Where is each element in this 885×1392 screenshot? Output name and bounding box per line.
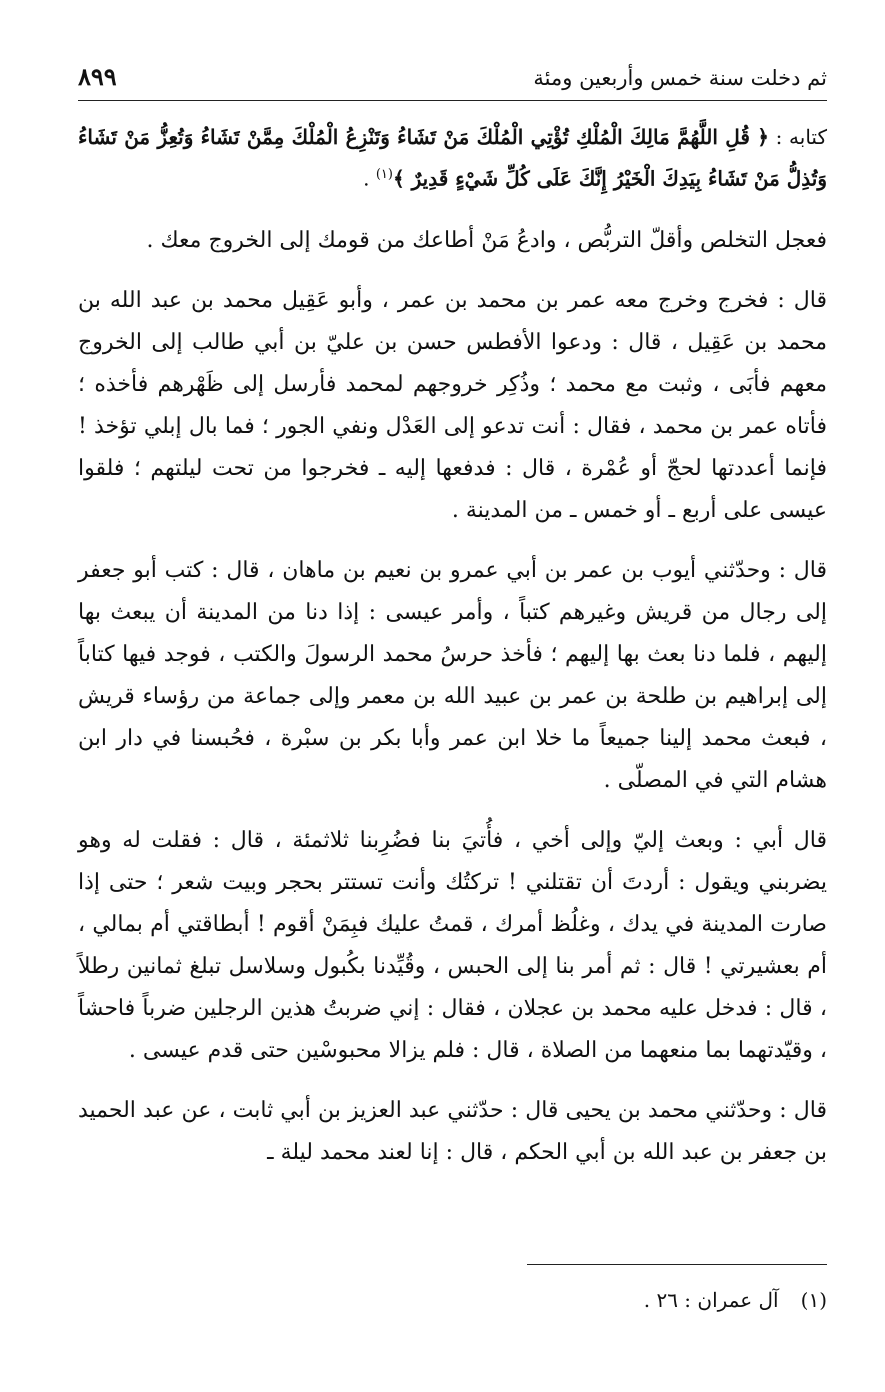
body-paragraph: فعجل التخلص وأقلّ التربُّص ، وادعُ مَنْ أطاعك من قومك إلى الخروج معك . [146,227,827,253]
body-paragraph: قال : وحدّثني محمد بن يحيى قال : حدّثني عبد العزيز بن أبي ثابت ، عن عبد الحميد بن جعفر بن عبد الله بن أبي الحكم ، قال : إنا لعند محمد ليلة ـ [78,1097,827,1165]
quran-quote-paragraph [78,118,827,198]
page-body [78,118,827,1192]
quran-verse: ﴿ قُلِ اللَّهُمَّ مَالِكَ الْمُلْكِ تُؤْتِي الْمُلْكَ مَنْ تَشَاءُ وَتَنْزِعُ الْمُلْكَ مِمَّنْ تَشَاءُ وَتُعِزُّ مَنْ تَشَاءُ وَتُذِلُّ مَنْ تَشَاءُ بِيَدِكَ الْخَيْرُ إِنَّكَ عَلَى كُلِّ شَيْءٍ قَدِيرٌ ﴾ [78,125,827,191]
footnote-divider [527,1264,827,1265]
body-paragraph: قال أبي : وبعث إليّ وإلى أخي ، فأُتيَ بنا فضُرِبنا ثلاثمئة ، قال : فقلت له وهو يضربني ويقول : أردتَ أن تقتلني ! تركتُك وأنت تستتر بحجر وبيت شعر ؛ حتى إذا صارت المدينة في يدك ، وغلُظ أمرك ، قمتُ عليك فبِمَنْ أقوم ! أبطاقتي أم بمالي ، أم بعشيرتي ! قال : ثم أمر بنا إلى الحبس ، وقُيِّدنا بكُبول وسلاسل تبلغ ثمانين رطلاً ، قال : فدخل عليه محمد بن عجلان ، فقال : إني ضربتُ هذين الرجلين ضرباً فاحشاً ، وقيّدتهما بما منعهما من الصلاة ، قال : فلم يزالا محبوسْين حتى قدم عيسى . [78,827,827,1063]
quote-end: . [363,166,376,191]
footnote-text: آل عمران : ٢٦ . [643,1288,779,1312]
footnote [327,1284,827,1316]
page-header [78,60,827,101]
quote-intro: كتابه : [768,125,827,149]
body-paragraph: قال : فخرج وخرج معه عمر بن محمد بن عمر ، وأبو عَقِيل محمد بن عبد الله بن محمد بن عَقِيل ، قال : ودعوا الأفطس حسن بن عليّ بن أبي طالب إلى الخروج معهم فأبَى ، وثبت مع محمد ؛ وذُكِر خروجهم لمحمد فأرسل إلى ظَهْرهم فأخذه ؛ فأتاه عمر بن محمد ، فقال : أنت تدعو إلى العَدْل ونفي الجور ؛ فما بال إبلي تؤخذ ! فإنما أعددتها لحجّ أو عُمْرة ، قال : فدفعها إليه ـ فخرجوا من تحت ليلتهم ؛ فلقوا عيسى على أربع ـ أو خمس ـ من المدينة . [78,287,827,523]
body-paragraph: قال : وحدّثني أيوب بن عمر بن أبي عمرو بن نعيم بن ماهان ، قال : كتب أبو جعفر إلى رجال من قريش وغيرهم كتباً ، وأمر عيسى : إذا دنا من المدينة أن يبعث بها إليهم ، فلما دنا بعث بها إليهم ؛ فأخذ حرسُ محمد الرسولَ والكتب ، فوجد فيها كتاباً إلى إبراهيم بن طلحة بن عمر بن عبيد الله بن معمر وإلى جماعة من رؤساء قريش ، فبعث محمد إلينا جميعاً ما خلا ابن عمر وأبا بكر بن سبْرة ، فحُبسنا في دار ابن هشام التي في المصلّى . [78,557,827,793]
page-number: ٨٩٩ [78,62,117,91]
footnote-reference: (١) [375,167,393,182]
footnote-mark: (١) [800,1288,827,1312]
running-title: ثم دخلت سنة خمس وأربعين ومئة [533,66,827,90]
